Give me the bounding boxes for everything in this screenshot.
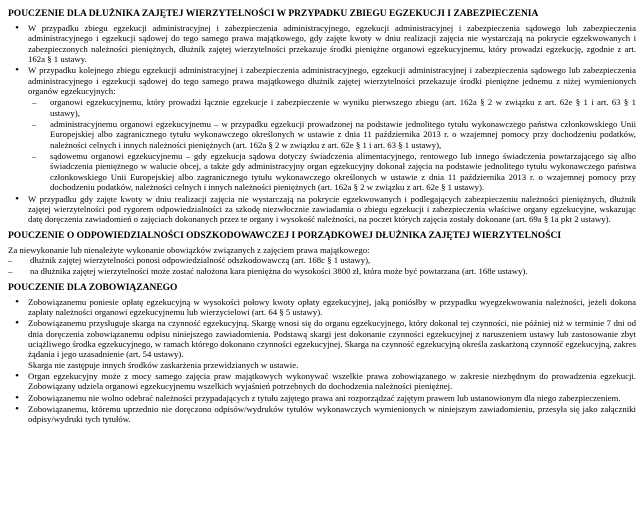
list-item-text: Zobowiązanemu, któremu uprzednio nie doręczono odpisów/wydruków tytułów wykonawczych wymienionych w niniejszym zawiadomieniu, przesyła się jako załączniki odpisy/wydruki tych tytułów.: [28, 404, 636, 425]
list-item-text: Zobowiązanemu nie wolno odebrać należności przypadających z tytułu zajętego prawa ani rozporządzać zajętym prawem lub ustanowionym dla niego zabezpieczeniem.: [28, 392, 621, 403]
zobowiazany-bullet-list: [8, 297, 636, 425]
list-item: [8, 297, 636, 318]
odpowiedzialnosc-dash-list: [8, 255, 636, 277]
sublist-item: [28, 151, 636, 192]
dash-list-item-text: na dłużnika zajętej wierzytelności może zostać nałożona kara pieniężna do wysokości 3800 zł, która może być powtarzana (art. 168e ustawy).: [30, 266, 528, 277]
list-item-text: Zobowiązanemu poniesie opłatę egzekucyjną w wysokości połowy kwoty opłaty egzekucyjnej, jaką poniósłby w przypadku wyegzekwowania należności, jeżeli dokona zapłaty należności organowi egzekucyjnemu lub wierzycielowi (art. 64 § 5 ustawy).: [28, 296, 636, 317]
list-item: [8, 404, 636, 425]
section-title-zobowiazany: POUCZENIE DLA ZOBOWIĄZANEGO: [8, 282, 178, 293]
bullet-icon: •: [15, 295, 19, 308]
list-item-extra-text: Skarga nie zastępuje innych środków zaskarżenia przewidzianych w ustawie.: [28, 359, 299, 370]
list-item: [8, 318, 636, 370]
list-item: [8, 194, 636, 225]
list-item-text: W przypadku kolejnego zbiegu egzekucji administracyjnej i zabezpieczenia administracyjnego, egzekucji administracyjnej i zabezpieczenia sądowego lub zabezpieczenia administracyjnego i egzekucji sądowej do tego samego prawa majątkowego dłużnik zajętej wierzytelności przekazuje środki pieniężne jednemu z niżej wymienionych organów egzekucyjnych:: [28, 65, 636, 97]
bullet-icon: •: [15, 22, 19, 34]
bullet-icon: •: [15, 403, 19, 415]
dash-icon: –: [8, 266, 13, 277]
list-item-text: Organ egzekucyjny może z mocy samego zajęcia praw majątkowych wykonywać wszelkie prawa zobowiązanego w zakresie niezbędnym do prowadzenia egzekucji. Zobowiązany udziela organowi egzekucyjnemu wszelkich wyjaśnień potrzebnych do dochodzenia należności pieniężnej.: [28, 370, 636, 392]
list-item-text: Zobowiązanemu przysługuje skarga na czynność egzekucyjną. Skargę wnosi się do organu egzekucyjnego, który dokonał tej czynności, nie później niż w terminie 7 dni od dnia doręczenia zobowiązanemu odpisu niniejszego zawiadomienia. Podstawą skargi jest dokonanie czynności egzekucyjnej z naruszeniem ustawy lub zastosowanie zbyt uciążliwego środka egzekucyjnego, w ramach którego dokonano czynności egzekucyjnej. Skarga na czynność egzekucyjną określa zaskarżoną czynność egzekucyjną, zakres żądania i jego uzasadnienie (art. 54 ustawy).: [28, 318, 636, 360]
dash-list-item: [8, 266, 636, 276]
sublist-item-text: organowi egzekucyjnemu, który prowadzi łącznie egzekucje i zabezpieczenie w wyniku pierwszego zbiegu (art. 162a § 2 w związku z art. 62e § 1 i art. 63 § 1 ustawy),: [50, 97, 636, 118]
list-item-text: W przypadku gdy zajęte kwoty w dniu realizacji zajęcia nie wystarczają na pokrycie egzekwowanych i podlegających zabezpieczeniu należności pieniężnych, dłużnik zajętej wierzytelności pod rygorem odpowiedzialności za szkodę niezwłocznie zawiadamia o zbiegu egzekucji i zabezpieczenia właściwe organy egzekucyjne, wskazując datę doręczenia zawiadomień o zajęciach dokonanych przez te organy i wysokość należności, na poczet których zajęcia zostały dokonane (art. 69a § 1a pkt 2 ustawy).: [28, 193, 636, 225]
list-item: [8, 371, 636, 392]
list-item: [8, 393, 636, 403]
sublist-item: [28, 119, 636, 150]
bullet-icon: •: [15, 369, 19, 382]
bullet-icon: •: [15, 64, 19, 77]
dash-icon: –: [32, 119, 37, 130]
section-title-odpowiedzialnosc: POUCZENIE O ODPOWIEDZIALNOŚCI ODSZKODOWAWCZEJ I PORZĄDKOWEJ DŁUŻNIKA ZAJĘTEJ WIERZYTELNOŚCI: [8, 230, 562, 241]
list-item: [8, 23, 636, 64]
list-item: [8, 65, 636, 192]
list-item-text: W przypadku zbiegu egzekucji administracyjnej i zabezpieczenia administracyjnego, egzekucji administracyjnej i zabezpieczenia sądowego lub zabezpieczenia administracyjnego i egzekucji sądowej do tego samego prawa majątkowego, gdy zajęte kwoty w dniu realizacji zajęcia nie wystarczają na pokrycie egzekwowanych i zabezpieczonych należności pieniężnych, dłużnik zajętej wierzytelności przekazuje środki pieniężne organowi egzekucyjnemu, który prowadzi egzekucję, zgodnie z art. 162a § 1 ustawy.: [28, 23, 636, 65]
section-intro: Za niewykonanie lub nienależyte wykonanie obowiązków związanych z zajęciem prawa majątkowego:: [8, 244, 370, 255]
dash-icon: –: [32, 151, 37, 162]
sublist: [28, 97, 636, 192]
dash-list-item: [8, 255, 636, 265]
sublist-item: [28, 97, 636, 118]
dash-list-item-text: dłużnik zajętej wierzytelności ponosi odpowiedzialność odszkodowawczą (art. 168c § 1 ustawy),: [30, 254, 371, 265]
dash-icon: –: [32, 97, 37, 108]
zbieg-bullet-list: [8, 23, 636, 225]
sublist-item-text: sądowemu organowi egzekucyjnemu – gdy egzekucja sądowa dotyczy świadczenia alimentacyjnego, rentowego lub innego świadczenia powtarzającego się albo świadczenia pieniężnego w walucie obcej, a także gdy administracyjny organ egzekucyjny dokonał zajęcia na podstawie jednolitego tytułu wykonawczego państwa członkowskiego Unii Europejskiej albo zagranicznego tytułu wykonawczego określonych w ustawie z dnia 11 października 2013 r. o wzajemnej pomocy przy dochodzeniu podatków, należności celnych i innych należności pieniężnych (art. 162a § 2 w związku z art. 62e § 1 ustawy).: [50, 151, 636, 193]
section-title-zbieg: POUCZENIE DLA DŁUŻNIKA ZAJĘTEJ WIERZYTELNOŚCI W PRZYPADKU ZBIEGU EGZEKUCJI I ZABEZPIECZENIA: [8, 9, 539, 19]
bullet-icon: •: [15, 317, 19, 330]
bullet-icon: •: [15, 391, 19, 404]
bullet-icon: •: [15, 192, 19, 205]
dash-icon: –: [8, 254, 13, 265]
sublist-item-text: administracyjnemu organowi egzekucyjnemu – w przypadku egzekucji prowadzonej na podstawie jednolitego tytułu wykonawczego państwa członkowskiego Unii Europejskiej albo zagranicznego tytułu wykonawczego określonych w ustawie z dnia 11 października 2013 r. o wzajemnej pomocy przy dochodzeniu podatków, należności celnych i innych należności pieniężnych (art. 162a § 2 w związku z art. 62e § 1 i art. 63 § 1 ustawy),: [50, 119, 636, 150]
